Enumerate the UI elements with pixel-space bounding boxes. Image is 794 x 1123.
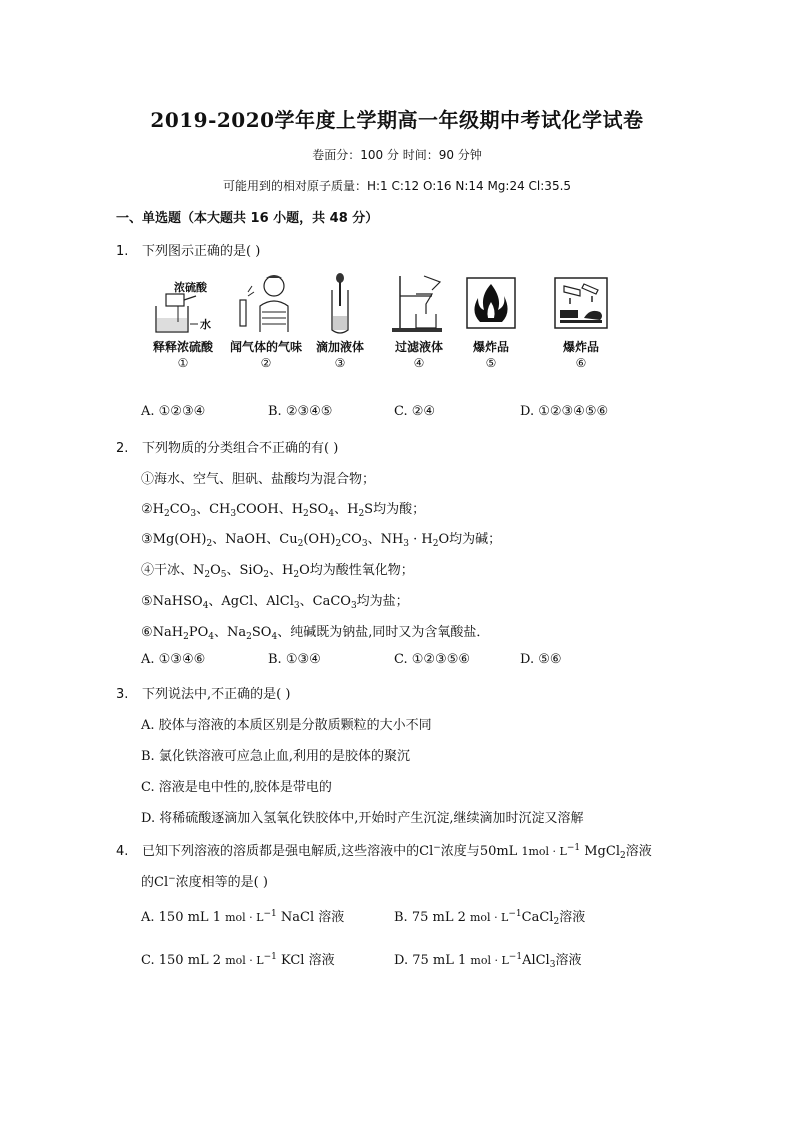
q2-item-4: ④干冰、$N_2O_5$、SiO$_2$、$H_2O$均为酸性氧化物； <box>141 563 414 580</box>
q2-item-2: $②H_2CO_3$、$CH_3COOH$、$H_2SO_4$、$H_2S$均为酸； <box>141 502 426 519</box>
q2-option-d[interactable]: D. ⑤⑥ <box>520 652 562 667</box>
figure-4-label: 过滤液体 <box>394 340 443 354</box>
q4-option-b[interactable]: B. 75 mL 2 mol · $L^{-1}CaCl_2$溶液 <box>394 909 586 927</box>
atomic-masses-line: 可能用到的相对原子质量：H:1 C:12 O:16 N:14 Mg:24 Cl:35.5 <box>222 179 572 193</box>
q3-option-c[interactable]: C. 溶液是电中性的,胶体是带电的 <box>141 780 332 795</box>
q4-option-a[interactable]: A. 150 mL 1 mol · $L^{-1}$ NaCl 溶液 <box>141 909 345 925</box>
figure-1-label: 释释浓硫酸 <box>152 340 213 354</box>
question-stem: 下列图示正确的是( ) <box>142 244 261 259</box>
figure-3 <box>312 272 368 370</box>
figure-1-number: ① <box>177 356 189 370</box>
question-number: 3. <box>116 687 129 702</box>
corrosive-icon <box>550 272 612 334</box>
question-number: 4. <box>116 844 129 859</box>
q4-option-c[interactable]: C. 150 mL 2 mol · $L^{-1}$ KCl 溶液 <box>141 952 335 968</box>
q2-option-a[interactable]: A. ①③④⑥ <box>141 652 206 667</box>
page-title: 2019-2020学年度上学期高一年级期中考试化学试卷 <box>150 108 644 132</box>
person-smelling-icon <box>226 272 306 334</box>
question-number: 2. <box>116 441 129 456</box>
q4-option-d[interactable]: D. 75 mL 1 mol · $L^{-1}AlCl_3$溶液 <box>394 952 582 970</box>
figure-3-label: 滴加液体 <box>315 340 364 354</box>
q1-option-a[interactable]: A. ①②③④ <box>141 404 206 419</box>
figure-5 <box>462 272 520 370</box>
figure-4-number: ④ <box>413 356 425 370</box>
figure-3-number: ③ <box>334 356 346 370</box>
figure-4 <box>388 272 450 370</box>
question-number: 1. <box>116 244 129 259</box>
q1-option-d[interactable]: D. ①②③④⑤⑥ <box>520 404 609 419</box>
q2-item-3: $③Mg(OH)_2$、NaOH、$Cu_2(OH)_2CO_3$、$NH_3 \cdot H_2O$均为碱； <box>141 532 502 549</box>
q3-option-b[interactable]: B. 氯化铁溶液可应急止血,利用的是胶体的聚沉 <box>141 749 410 764</box>
flammable-flame-icon <box>462 272 520 334</box>
question-3 <box>116 683 290 702</box>
question-2 <box>116 437 338 456</box>
q2-option-b[interactable]: B. ①③④ <box>268 652 321 667</box>
question-4: 4. 已知下列溶液的溶质都是强电解质,这些溶液中的Cl−浓度与50mL $1mol \cdot L^{-1}$ MgCl$_2$溶液 <box>116 843 652 861</box>
question-1 <box>116 240 260 259</box>
figure-2-number: ② <box>260 356 272 370</box>
q2-item-6: $⑥NaH_2PO_4$、$Na_2SO_4$、纯碱既为钠盐,同时又为含氧酸盐． <box>141 625 490 642</box>
q2-item-1: ①海水、空气、胆矾、盐酸均为混合物； <box>141 472 376 487</box>
question-stem: 下列物质的分类组合不正确的有( ) <box>142 441 339 456</box>
q4-stem-line-2: 的Cl−浓度相等的是( ) <box>141 874 268 890</box>
q3-option-a[interactable]: A. 胶体与溶液的本质区别是分散质颗粒的大小不同 <box>141 718 432 733</box>
figure-5-label: 爆炸品 <box>472 340 509 354</box>
figure-5-number: ⑤ <box>485 356 497 370</box>
figure-2-label: 闻气体的气味 <box>229 340 302 354</box>
dropper-tube-icon <box>312 272 368 334</box>
filtration-stand-icon <box>388 272 450 334</box>
figure-1-top-label: 浓硫酸 <box>174 281 207 294</box>
q1-option-b[interactable]: B. ②③④⑤ <box>268 404 333 419</box>
figure-1-side-label: 水 <box>200 318 211 331</box>
q1-option-c[interactable]: C. ②④ <box>394 404 436 419</box>
score-time-line: 卷面分：100 分 时间：90 分钟 <box>312 148 482 162</box>
question-stem: 下列说法中,不正确的是( ) <box>142 687 291 702</box>
figure-6-number: ⑥ <box>575 356 587 370</box>
figure-1 <box>148 292 218 370</box>
figure-2 <box>226 272 306 370</box>
section-heading: 一、单选题（本大题共 16 小题，共 48 分） <box>116 211 379 226</box>
figure-6-label: 爆炸品 <box>562 340 599 354</box>
q3-option-d[interactable]: D. 将稀硫酸逐滴加入氢氧化铁胶体中,开始时产生沉淀,继续滴加时沉淀又溶解 <box>141 811 584 826</box>
figure-6 <box>550 272 612 370</box>
q2-option-c[interactable]: C. ①②③⑤⑥ <box>394 652 471 667</box>
question-stem: 已知下列溶液的溶质都是强电解质,这些溶液中的 <box>142 844 420 859</box>
q2-item-5: ⑤NaHSO$_4$、AgCl、AlCl$_3$、CaCO$_3$均为盐； <box>141 594 409 611</box>
